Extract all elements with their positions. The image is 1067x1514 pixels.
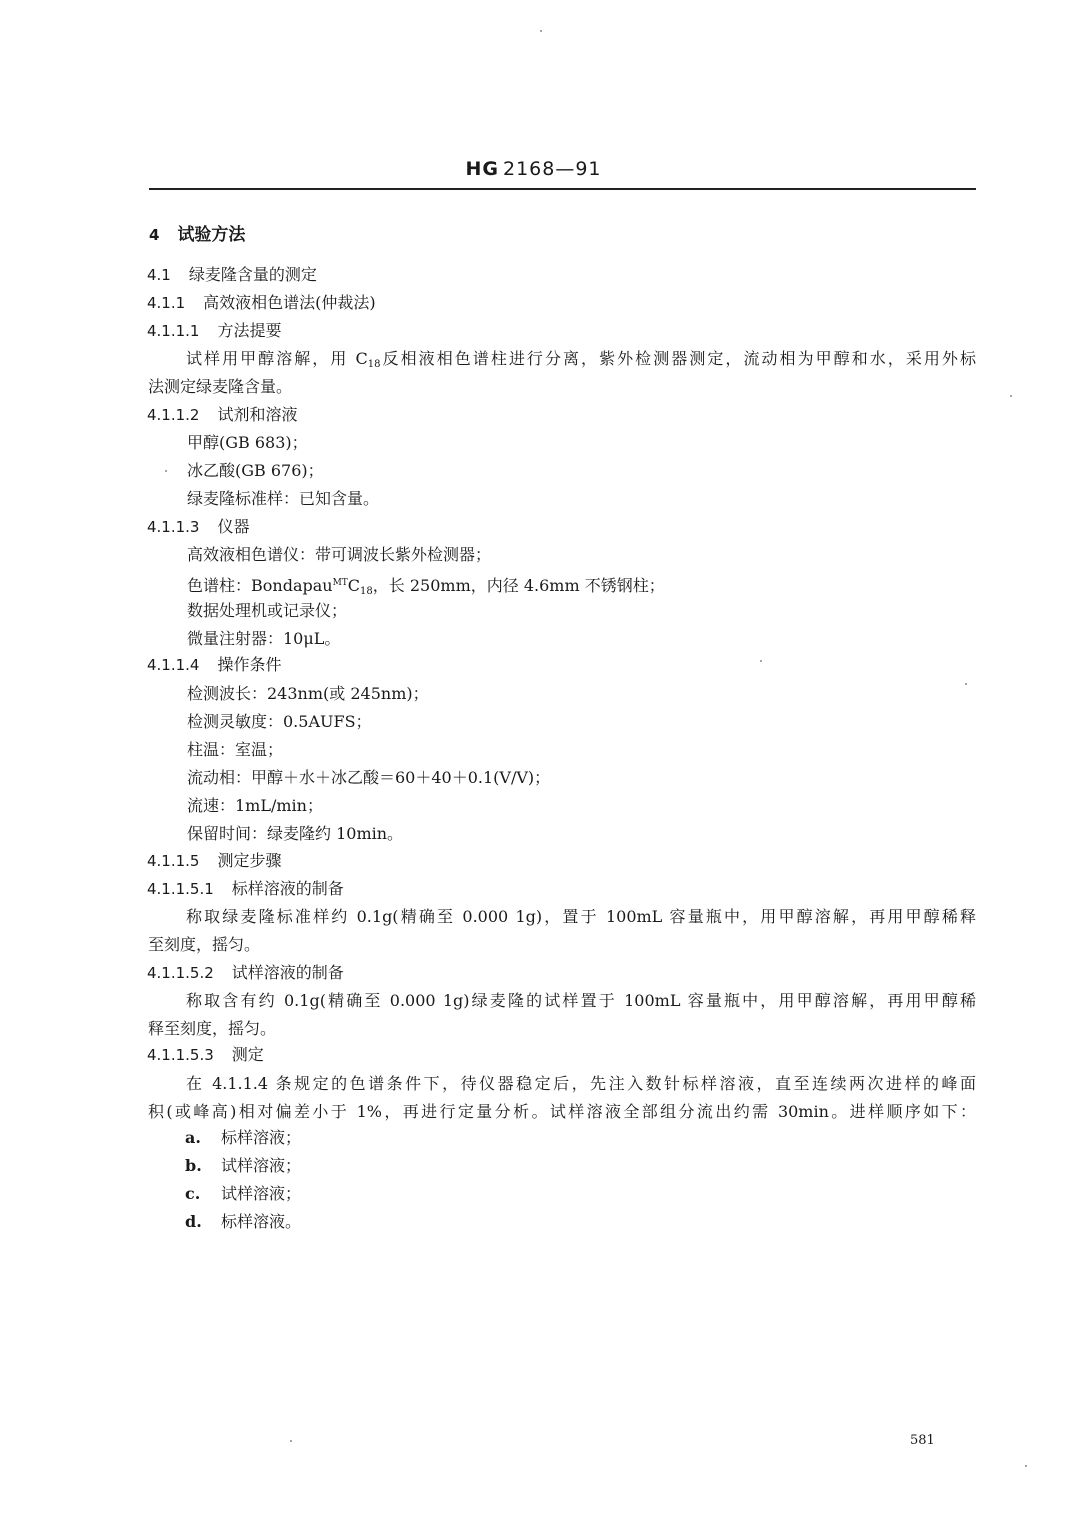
section-title: 测定 xyxy=(231,1045,264,1064)
scan-speck xyxy=(1025,1465,1027,1467)
section-number: 4.1.1.5.3 xyxy=(147,1046,214,1064)
section-number: 4.1 xyxy=(147,266,171,284)
section-4-1-1-3-heading xyxy=(147,516,250,538)
list-item xyxy=(185,1183,301,1205)
list-marker: c. xyxy=(185,1184,201,1203)
list-marker: b. xyxy=(185,1156,202,1175)
paragraph-line: 释至刻度，摇匀。 xyxy=(148,1019,277,1038)
section-title: 仪器 xyxy=(217,517,250,536)
section-title: 测定步骤 xyxy=(217,851,282,870)
list-item: 微量注射器：10μL。 xyxy=(187,629,341,648)
section-title: 标样溶液的制备 xyxy=(231,879,344,898)
list-item: 绿麦隆标准样：已知含量。 xyxy=(187,489,380,508)
section-title: 试样溶液的制备 xyxy=(231,963,344,982)
paragraph-line: 法测定绿麦隆含量。 xyxy=(148,377,293,396)
list-item: 保留时间：绿麦隆约 10min。 xyxy=(187,824,404,843)
header-rule xyxy=(149,188,976,190)
list-text: 标样溶液。 xyxy=(221,1212,302,1231)
section-4-1-1-5-3-heading xyxy=(147,1044,264,1066)
subscript: 18 xyxy=(360,586,373,597)
list-item: 检测波长：243nm(或 245nm)； xyxy=(187,684,429,703)
superscript: MT xyxy=(332,578,348,588)
section-number: 4.1.1 xyxy=(147,294,186,312)
list-item xyxy=(185,1127,301,1149)
section-4-1-heading xyxy=(147,264,317,286)
text-fragment: C xyxy=(347,576,361,595)
section-title: 试剂和溶液 xyxy=(217,405,298,424)
text-fragment: 反相液相色谱柱进行分离，紫外检测器测定，流动相为甲醇和水，采用外标 xyxy=(380,349,976,368)
scan-speck xyxy=(290,1440,292,1442)
text-fragment: 色谱柱：Bondapau xyxy=(187,576,333,595)
scan-speck xyxy=(760,660,762,662)
list-marker: a. xyxy=(185,1128,201,1147)
section-title: 高效液相色谱法(仲裁法) xyxy=(203,293,376,312)
section-number: 4.1.1.5 xyxy=(147,852,200,870)
section-4-1-1-5-2-heading xyxy=(147,962,344,984)
standard-prefix: HG xyxy=(465,158,499,180)
section-4-1-1-heading xyxy=(147,292,376,314)
list-item xyxy=(185,1211,301,1233)
scan-speck xyxy=(540,30,542,32)
paragraph-line: 在 4.1.1.4 条规定的色谱条件下，待仪器稳定后，先注入数针标样溶液，直至连续两次进样的峰面 xyxy=(186,1074,976,1093)
list-item: 冰乙酸(GB 676)； xyxy=(187,461,324,480)
section-number: 4.1.1.4 xyxy=(147,656,200,674)
list-item: 数据处理机或记录仪； xyxy=(187,601,348,620)
list-item: 检测灵敏度：0.5AUFS； xyxy=(187,712,372,731)
paragraph-line: 至刻度，摇匀。 xyxy=(148,935,261,954)
list-text: 标样溶液； xyxy=(221,1128,302,1147)
paragraph-line: 称取含有约 0.1g(精确至 0.000 1g)绿麦隆的试样置于 100mL 容量瓶中，用甲醇溶解，再用甲醇稀 xyxy=(186,991,976,1010)
list-item: 流动相：甲醇＋水＋冰乙酸＝60＋40＋0.1(V/V)； xyxy=(187,768,551,787)
list-item: 流速：1mL/min； xyxy=(187,796,323,815)
standard-number: 2168—91 xyxy=(502,158,602,180)
section-4-1-1-5-heading xyxy=(147,850,282,872)
list-item xyxy=(187,572,665,603)
paragraph-line xyxy=(186,348,976,376)
section-4-1-1-5-1-heading xyxy=(147,878,344,900)
section-number: 4.1.1.2 xyxy=(147,406,200,424)
scan-speck xyxy=(165,470,167,472)
subscript: 18 xyxy=(367,359,381,370)
list-item xyxy=(185,1155,301,1177)
text-fragment: 试样用甲醇溶解，用 C xyxy=(186,349,368,368)
paragraph-line: 积(或峰高)相对偏差小于 1%，再进行定量分析。试样溶液全部组分流出约需 30min。进样顺序如下： xyxy=(148,1102,976,1121)
section-4-1-1-4-heading xyxy=(147,654,282,676)
list-item: 甲醇(GB 683)； xyxy=(187,433,308,452)
section-title: 方法提要 xyxy=(217,321,282,340)
section-number: 4.1.1.5.2 xyxy=(147,964,214,982)
list-text: 试样溶液； xyxy=(221,1156,302,1175)
section-number: 4.1.1.3 xyxy=(147,518,200,536)
scan-speck xyxy=(965,683,967,685)
section-number: 4 xyxy=(149,226,160,244)
list-item: 高效液相色谱仪：带可调波长紫外检测器； xyxy=(187,545,492,564)
section-title: 操作条件 xyxy=(217,655,282,674)
section-title: 试验方法 xyxy=(177,225,246,245)
section-number: 4.1.1.1 xyxy=(147,322,200,340)
paragraph-line: 称取绿麦隆标准样约 0.1g(精确至 0.000 1g)，置于 100mL 容量瓶中，用甲醇溶解，再用甲醇稀释 xyxy=(186,907,976,926)
standard-header xyxy=(0,158,1067,180)
section-4-1-1-1-heading xyxy=(147,320,282,342)
section-number: 4.1.1.5.1 xyxy=(147,880,214,898)
scan-speck xyxy=(1010,395,1012,397)
section-4-1-1-2-heading xyxy=(147,404,298,426)
list-marker: d. xyxy=(185,1212,202,1231)
text-fragment: ，长 250mm，内径 4.6mm 不锈钢柱； xyxy=(372,576,665,595)
list-text: 试样溶液； xyxy=(221,1184,302,1203)
list-item: 柱温：室温； xyxy=(187,740,284,759)
section-4-heading xyxy=(149,224,245,246)
page-number: 581 xyxy=(910,1433,935,1448)
section-title: 绿麦隆含量的测定 xyxy=(188,265,317,284)
